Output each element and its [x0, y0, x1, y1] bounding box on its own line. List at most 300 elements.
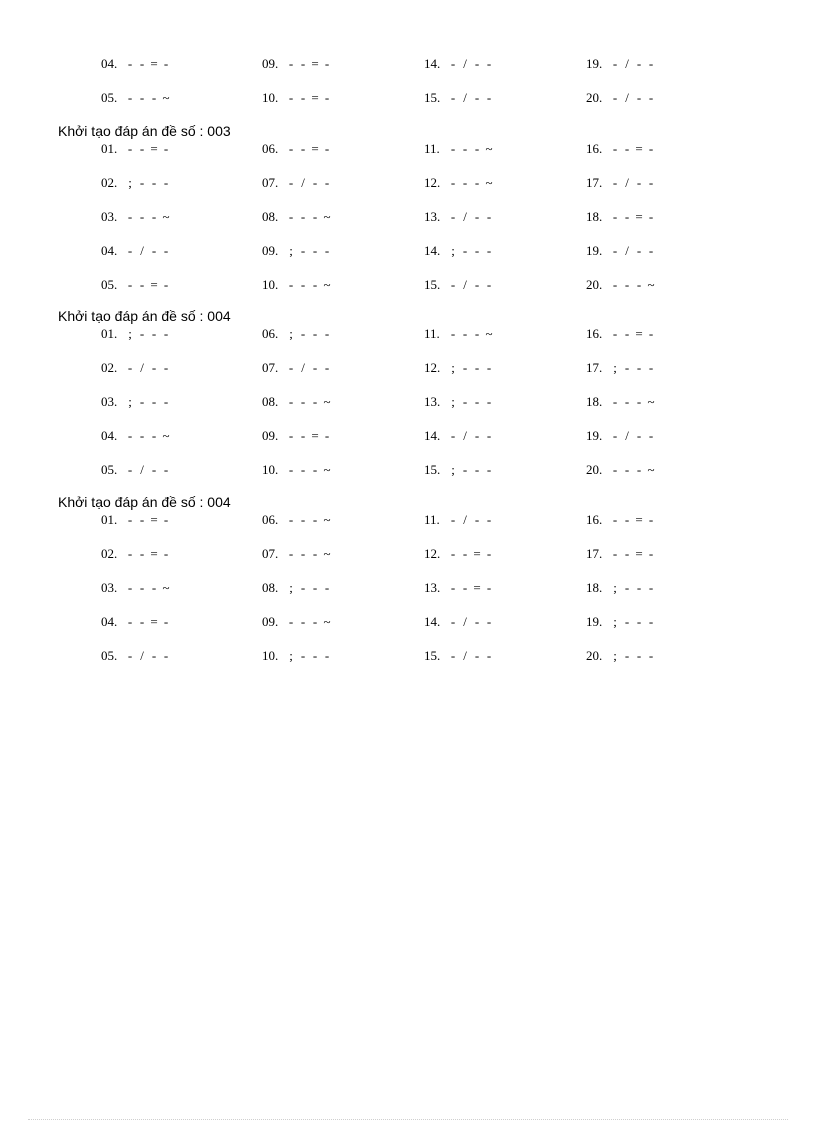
answer-item	[101, 277, 172, 292]
answer-mark: -	[636, 175, 642, 190]
answer-mark: -	[486, 277, 492, 292]
answer-mark: -	[648, 243, 654, 258]
answer-mark: ~	[323, 394, 331, 409]
answer-mark: -	[324, 326, 330, 341]
answer-mark: -	[139, 277, 145, 292]
answer-item	[424, 141, 495, 156]
answer-mark: -	[151, 580, 157, 595]
answer-mark: -	[624, 141, 630, 156]
answer-mark: =	[150, 56, 158, 71]
answer-mark: ;	[289, 243, 293, 258]
answer-mark: -	[612, 462, 618, 477]
question-number: 15.	[424, 648, 441, 663]
answer-item	[262, 462, 333, 477]
answer-mark: -	[151, 326, 157, 341]
answer-mark: -	[636, 90, 642, 105]
answer-mark: -	[450, 428, 456, 443]
answer-mark: -	[612, 141, 618, 156]
answer-mark: /	[625, 90, 629, 105]
answer-mark: -	[486, 90, 492, 105]
answer-item	[424, 277, 495, 292]
answer-mark: -	[163, 394, 169, 409]
answer-mark: =	[473, 546, 481, 561]
answer-mark: -	[648, 360, 654, 375]
section-heading: Khởi tạo đáp án đề số : 003	[58, 123, 231, 139]
answer-mark: /	[140, 462, 144, 477]
answer-mark: -	[450, 56, 456, 71]
answer-mark: /	[463, 512, 467, 527]
question-number: 14.	[424, 428, 441, 443]
answer-item	[424, 326, 495, 341]
answer-mark: -	[127, 462, 133, 477]
question-number: 16.	[586, 512, 603, 527]
answer-mark: ~	[323, 614, 331, 629]
answer-item	[101, 428, 172, 443]
answer-item	[424, 243, 495, 258]
answer-item	[424, 512, 495, 527]
answer-mark: -	[139, 546, 145, 561]
answer-mark: -	[486, 428, 492, 443]
answer-mark: -	[486, 462, 492, 477]
answer-mark: -	[474, 428, 480, 443]
answer-mark: -	[151, 209, 157, 224]
answer-mark: -	[486, 580, 492, 595]
answer-mark: -	[312, 277, 318, 292]
question-number: 05.	[101, 277, 118, 292]
answer-mark: /	[625, 56, 629, 71]
answer-mark: -	[163, 326, 169, 341]
answer-mark: -	[324, 56, 330, 71]
answer-item	[586, 546, 657, 561]
question-number: 05.	[101, 462, 118, 477]
question-number: 15.	[424, 277, 441, 292]
answer-item	[101, 90, 172, 105]
answer-mark: ~	[485, 141, 493, 156]
answer-mark: -	[300, 546, 306, 561]
answer-item	[262, 428, 333, 443]
answer-mark: -	[127, 614, 133, 629]
question-number: 07.	[262, 546, 279, 561]
answer-mark: -	[163, 277, 169, 292]
answer-mark: ;	[289, 580, 293, 595]
answer-mark: -	[474, 209, 480, 224]
section-heading: Khởi tạo đáp án đề số : 004	[58, 494, 231, 510]
question-number: 19.	[586, 56, 603, 71]
answer-mark: ;	[128, 175, 132, 190]
answer-mark: -	[151, 243, 157, 258]
answer-mark: -	[486, 546, 492, 561]
answer-mark: ~	[647, 462, 655, 477]
answer-mark: -	[474, 512, 480, 527]
question-number: 15.	[424, 90, 441, 105]
answer-item	[586, 326, 657, 341]
answer-mark: -	[312, 209, 318, 224]
answer-item	[586, 428, 657, 443]
answer-mark: -	[151, 175, 157, 190]
answer-mark: =	[473, 580, 481, 595]
question-number: 06.	[262, 326, 279, 341]
answer-mark: ~	[162, 90, 170, 105]
answer-item	[262, 546, 333, 561]
question-number: 10.	[262, 462, 279, 477]
answer-item	[424, 360, 495, 375]
answer-mark: ~	[162, 580, 170, 595]
question-number: 09.	[262, 243, 279, 258]
answer-mark: -	[474, 277, 480, 292]
answer-mark: /	[463, 614, 467, 629]
answer-item	[586, 209, 657, 224]
answer-mark: -	[324, 580, 330, 595]
answer-mark: -	[163, 175, 169, 190]
answer-item	[586, 580, 657, 595]
question-number: 13.	[424, 209, 441, 224]
answer-mark: -	[648, 614, 654, 629]
answer-mark: =	[311, 141, 319, 156]
question-number: 02.	[101, 360, 118, 375]
question-number: 02.	[101, 546, 118, 561]
answer-mark: -	[636, 394, 642, 409]
answer-mark: -	[648, 512, 654, 527]
answer-mark: -	[127, 277, 133, 292]
question-number: 02.	[101, 175, 118, 190]
answer-mark: -	[450, 614, 456, 629]
answer-mark: -	[312, 462, 318, 477]
answer-mark: -	[300, 394, 306, 409]
answer-item	[424, 462, 495, 477]
answer-mark: -	[648, 175, 654, 190]
answer-mark: -	[312, 394, 318, 409]
question-number: 13.	[424, 394, 441, 409]
answer-mark: =	[635, 546, 643, 561]
question-number: 03.	[101, 394, 118, 409]
answer-mark: ;	[289, 648, 293, 663]
answer-mark: -	[288, 277, 294, 292]
question-number: 03.	[101, 209, 118, 224]
question-number: 12.	[424, 360, 441, 375]
answer-mark: /	[140, 243, 144, 258]
answer-mark: /	[140, 360, 144, 375]
question-number: 20.	[586, 277, 603, 292]
answer-item	[424, 546, 495, 561]
question-number: 01.	[101, 512, 118, 527]
answer-item	[101, 394, 172, 409]
answer-mark: -	[127, 56, 133, 71]
answer-mark: /	[625, 428, 629, 443]
answer-item	[586, 648, 657, 663]
answer-mark: -	[300, 326, 306, 341]
answer-mark: -	[300, 277, 306, 292]
answer-mark: -	[612, 90, 618, 105]
answer-mark: -	[636, 648, 642, 663]
answer-mark: ~	[647, 394, 655, 409]
answer-item	[101, 209, 172, 224]
answer-mark: -	[486, 360, 492, 375]
answer-mark: /	[463, 648, 467, 663]
answer-mark: -	[163, 648, 169, 663]
answer-mark: -	[612, 326, 618, 341]
answer-item	[101, 360, 172, 375]
answer-mark: -	[300, 614, 306, 629]
answer-item	[586, 90, 657, 105]
answer-item	[262, 648, 333, 663]
question-number: 19.	[586, 243, 603, 258]
answer-mark: ;	[613, 614, 617, 629]
answer-item	[101, 546, 172, 561]
answer-mark: -	[462, 141, 468, 156]
answer-mark: -	[324, 648, 330, 663]
answer-mark: -	[486, 394, 492, 409]
answer-mark: -	[288, 512, 294, 527]
answer-item	[424, 175, 495, 190]
answer-mark: ~	[485, 326, 493, 341]
answer-mark: /	[463, 90, 467, 105]
answer-item	[262, 614, 333, 629]
answer-item	[262, 243, 333, 258]
answer-mark: -	[127, 141, 133, 156]
answer-mark: /	[463, 428, 467, 443]
answer-mark: -	[288, 394, 294, 409]
question-number: 12.	[424, 546, 441, 561]
answer-mark: -	[648, 141, 654, 156]
answer-mark: ;	[128, 326, 132, 341]
answer-item	[101, 141, 172, 156]
question-number: 11.	[424, 512, 440, 527]
question-number: 08.	[262, 394, 279, 409]
question-number: 09.	[262, 56, 279, 71]
answer-item	[586, 614, 657, 629]
question-number: 19.	[586, 428, 603, 443]
answer-mark: -	[288, 141, 294, 156]
page-bottom-rule	[28, 1119, 788, 1120]
answer-mark: -	[486, 209, 492, 224]
answer-mark: -	[288, 209, 294, 224]
answer-mark: -	[624, 326, 630, 341]
question-number: 12.	[424, 175, 441, 190]
answer-item	[586, 462, 657, 477]
answer-mark: ;	[451, 243, 455, 258]
answer-mark: -	[624, 360, 630, 375]
answer-item	[424, 209, 495, 224]
answer-mark: -	[624, 277, 630, 292]
answer-mark: =	[150, 141, 158, 156]
answer-mark: -	[648, 326, 654, 341]
answer-item	[262, 175, 333, 190]
answer-item	[101, 512, 172, 527]
answer-item	[586, 394, 657, 409]
question-number: 08.	[262, 580, 279, 595]
answer-mark: -	[139, 614, 145, 629]
answer-mark: -	[450, 546, 456, 561]
answer-mark: -	[624, 512, 630, 527]
answer-item	[101, 648, 172, 663]
answer-mark: /	[301, 360, 305, 375]
answer-item	[101, 175, 172, 190]
question-number: 14.	[424, 243, 441, 258]
answer-mark: -	[450, 326, 456, 341]
answer-mark: -	[300, 580, 306, 595]
answer-mark: ~	[323, 512, 331, 527]
answer-mark: -	[624, 580, 630, 595]
question-number: 20.	[586, 462, 603, 477]
answer-mark: -	[486, 243, 492, 258]
answer-mark: -	[163, 614, 169, 629]
answer-mark: -	[612, 243, 618, 258]
answer-mark: -	[462, 546, 468, 561]
answer-mark: /	[140, 648, 144, 663]
answer-mark: /	[625, 243, 629, 258]
question-number: 09.	[262, 428, 279, 443]
answer-mark: -	[139, 141, 145, 156]
answer-item	[101, 326, 172, 341]
answer-mark: -	[127, 360, 133, 375]
answer-item	[586, 512, 657, 527]
answer-mark: =	[635, 141, 643, 156]
answer-mark: -	[462, 360, 468, 375]
question-number: 20.	[586, 648, 603, 663]
answer-item	[262, 277, 333, 292]
answer-mark: -	[151, 428, 157, 443]
answer-mark: -	[636, 580, 642, 595]
answer-mark: -	[139, 175, 145, 190]
answer-mark: -	[151, 462, 157, 477]
answer-mark: -	[450, 90, 456, 105]
answer-mark: -	[288, 56, 294, 71]
answer-mark: -	[312, 614, 318, 629]
answer-item	[262, 360, 333, 375]
answer-item	[586, 277, 657, 292]
answer-item	[586, 141, 657, 156]
answer-mark: -	[624, 614, 630, 629]
answer-mark: -	[462, 580, 468, 595]
answer-item	[262, 90, 333, 105]
question-number: 18.	[586, 209, 603, 224]
answer-mark: -	[163, 512, 169, 527]
answer-mark: -	[612, 546, 618, 561]
question-number: 17.	[586, 546, 603, 561]
answer-mark: -	[486, 648, 492, 663]
answer-mark: -	[636, 277, 642, 292]
answer-mark: ~	[647, 277, 655, 292]
question-number: 06.	[262, 512, 279, 527]
answer-item	[424, 56, 495, 71]
answer-mark: /	[301, 175, 305, 190]
answer-mark: =	[150, 277, 158, 292]
answer-mark: -	[636, 56, 642, 71]
question-number: 10.	[262, 277, 279, 292]
question-number: 15.	[424, 462, 441, 477]
answer-mark: ;	[289, 326, 293, 341]
answer-mark: -	[462, 243, 468, 258]
answer-mark: ;	[451, 360, 455, 375]
answer-mark: /	[463, 56, 467, 71]
answer-mark: -	[312, 648, 318, 663]
answer-mark: -	[624, 209, 630, 224]
answer-item	[424, 580, 495, 595]
answer-mark: -	[450, 141, 456, 156]
answer-mark: -	[139, 209, 145, 224]
answer-mark: =	[150, 546, 158, 561]
answer-mark: -	[450, 175, 456, 190]
answer-mark: -	[612, 175, 618, 190]
question-number: 18.	[586, 580, 603, 595]
question-number: 20.	[586, 90, 603, 105]
answer-mark: -	[127, 243, 133, 258]
question-number: 16.	[586, 326, 603, 341]
question-number: 17.	[586, 175, 603, 190]
answer-mark: -	[612, 428, 618, 443]
answer-item	[424, 394, 495, 409]
answer-mark: -	[474, 462, 480, 477]
answer-mark: -	[300, 141, 306, 156]
answer-mark: -	[636, 462, 642, 477]
answer-mark: -	[450, 580, 456, 595]
answer-mark: -	[151, 90, 157, 105]
answer-mark: -	[300, 56, 306, 71]
answer-mark: -	[462, 175, 468, 190]
answer-mark: -	[127, 428, 133, 443]
answer-mark: ;	[451, 462, 455, 477]
answer-mark: -	[163, 360, 169, 375]
answer-item	[424, 648, 495, 663]
answer-mark: -	[474, 175, 480, 190]
question-number: 19.	[586, 614, 603, 629]
answer-mark: -	[288, 462, 294, 477]
answer-item	[262, 326, 333, 341]
answer-mark: -	[486, 512, 492, 527]
answer-mark: ~	[485, 175, 493, 190]
answer-mark: -	[312, 175, 318, 190]
answer-mark: -	[474, 360, 480, 375]
answer-mark: =	[635, 512, 643, 527]
answer-mark: ~	[323, 546, 331, 561]
answer-mark: -	[612, 394, 618, 409]
answer-mark: -	[612, 56, 618, 71]
answer-mark: -	[127, 512, 133, 527]
answer-mark: /	[463, 209, 467, 224]
answer-mark: ~	[162, 209, 170, 224]
answer-mark: -	[486, 56, 492, 71]
answer-mark: -	[636, 428, 642, 443]
answer-mark: -	[636, 243, 642, 258]
answer-mark: -	[151, 648, 157, 663]
answer-mark: -	[139, 56, 145, 71]
answer-mark: -	[151, 394, 157, 409]
answer-mark: -	[624, 462, 630, 477]
answer-mark: -	[474, 614, 480, 629]
answer-mark: =	[311, 90, 319, 105]
question-number: 16.	[586, 141, 603, 156]
question-number: 08.	[262, 209, 279, 224]
answer-mark: -	[312, 326, 318, 341]
answer-mark: -	[624, 648, 630, 663]
answer-mark: -	[486, 614, 492, 629]
answer-mark: -	[139, 512, 145, 527]
answer-item	[262, 56, 333, 71]
answer-mark: -	[163, 462, 169, 477]
answer-mark: -	[612, 209, 618, 224]
answer-mark: -	[612, 277, 618, 292]
question-number: 05.	[101, 90, 118, 105]
question-number: 01.	[101, 326, 118, 341]
answer-mark: -	[139, 90, 145, 105]
question-number: 18.	[586, 394, 603, 409]
answer-mark: =	[150, 614, 158, 629]
answer-mark: -	[462, 394, 468, 409]
answer-mark: -	[474, 243, 480, 258]
answer-mark: -	[139, 580, 145, 595]
question-number: 07.	[262, 360, 279, 375]
answer-mark: -	[474, 648, 480, 663]
